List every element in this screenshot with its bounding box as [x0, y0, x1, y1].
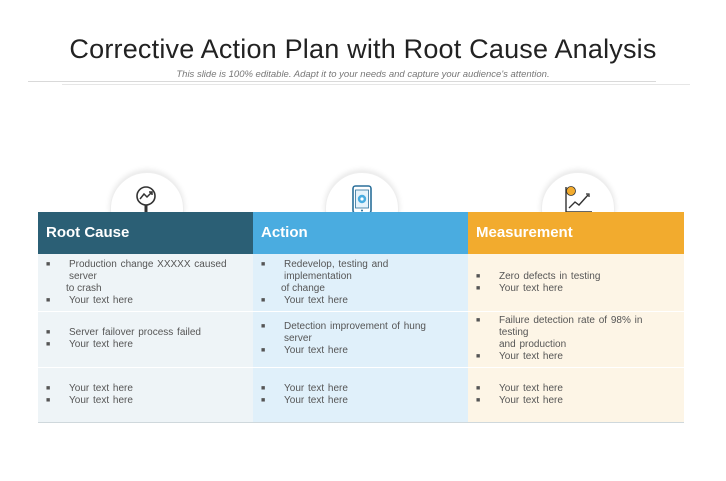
list-item: Your text here [284, 395, 348, 406]
list-item: Your text here [284, 345, 348, 356]
root-cause-row-3: ■ Your text here ■ Your text here [46, 383, 133, 406]
root-cause-row-1: ■ Production change XXXXX caused server to crash ■ Your text here [38, 254, 253, 311]
root-cause-row-2: ■ Server failover process failed ■ Your text here [46, 327, 201, 350]
slide-title: Corrective Action Plan with Root Cause Analysis [69, 34, 657, 64]
list-item: Your text here [69, 383, 133, 394]
measurement-row-2: ■ Failure detection rate of 98% in testing and production ■ Your text here [468, 311, 684, 367]
list-item: Your text here [284, 294, 348, 306]
measurement-row-1: ■ Zero defects in testing ■ Your text here [476, 270, 601, 294]
list-item: Your text here [499, 351, 563, 362]
measurement-heading: Measurement [468, 212, 684, 254]
list-item: Your text here [284, 383, 348, 394]
title-divider-secondary [62, 84, 690, 85]
list-item-continuation: of change [281, 282, 325, 294]
list-item: Your text here [69, 395, 133, 406]
action-heading: Action [253, 212, 468, 254]
list-item: Your text here [499, 395, 563, 406]
mobile-gear-icon [348, 185, 376, 215]
action-row-2: ■ Detection improvement of hung server ■ Your text here [253, 311, 468, 367]
list-item: Zero defects in testing [499, 270, 601, 282]
list-item: Your text here [499, 383, 563, 394]
analysis-magnifier-icon [133, 185, 161, 215]
line-chart-icon [564, 185, 594, 215]
table-bottom-border [38, 422, 684, 423]
list-item: Your text here [499, 282, 563, 294]
title-divider [28, 81, 656, 82]
list-item: Detection improvement of hung server [284, 321, 426, 344]
root-cause-column [38, 212, 253, 423]
measurement-column [468, 212, 684, 423]
list-item: Server failover process failed [69, 327, 201, 338]
measurement-row-3: ■ Your text here ■ Your text here [476, 383, 563, 406]
root-cause-heading: Root Cause [38, 212, 253, 254]
list-item: Your text here [69, 339, 133, 350]
list-item: Production change XXXXX caused server [69, 258, 227, 282]
list-item: Your text here [69, 294, 133, 306]
list-item: Redevelop, testing and implementation [284, 258, 389, 282]
list-item-continuation: to crash [66, 282, 102, 294]
action-column [253, 212, 468, 423]
action-row-1: ■ Redevelop, testing and implementation of change ■ Your text here [253, 254, 468, 311]
list-item: Failure detection rate of 98% in testing and production [499, 315, 643, 350]
slide-subtitle: This slide is 100% editable. Adapt it to your needs and capture your audience's attention. [176, 69, 550, 80]
action-row-3: ■ Your text here ■ Your text here [261, 383, 348, 406]
